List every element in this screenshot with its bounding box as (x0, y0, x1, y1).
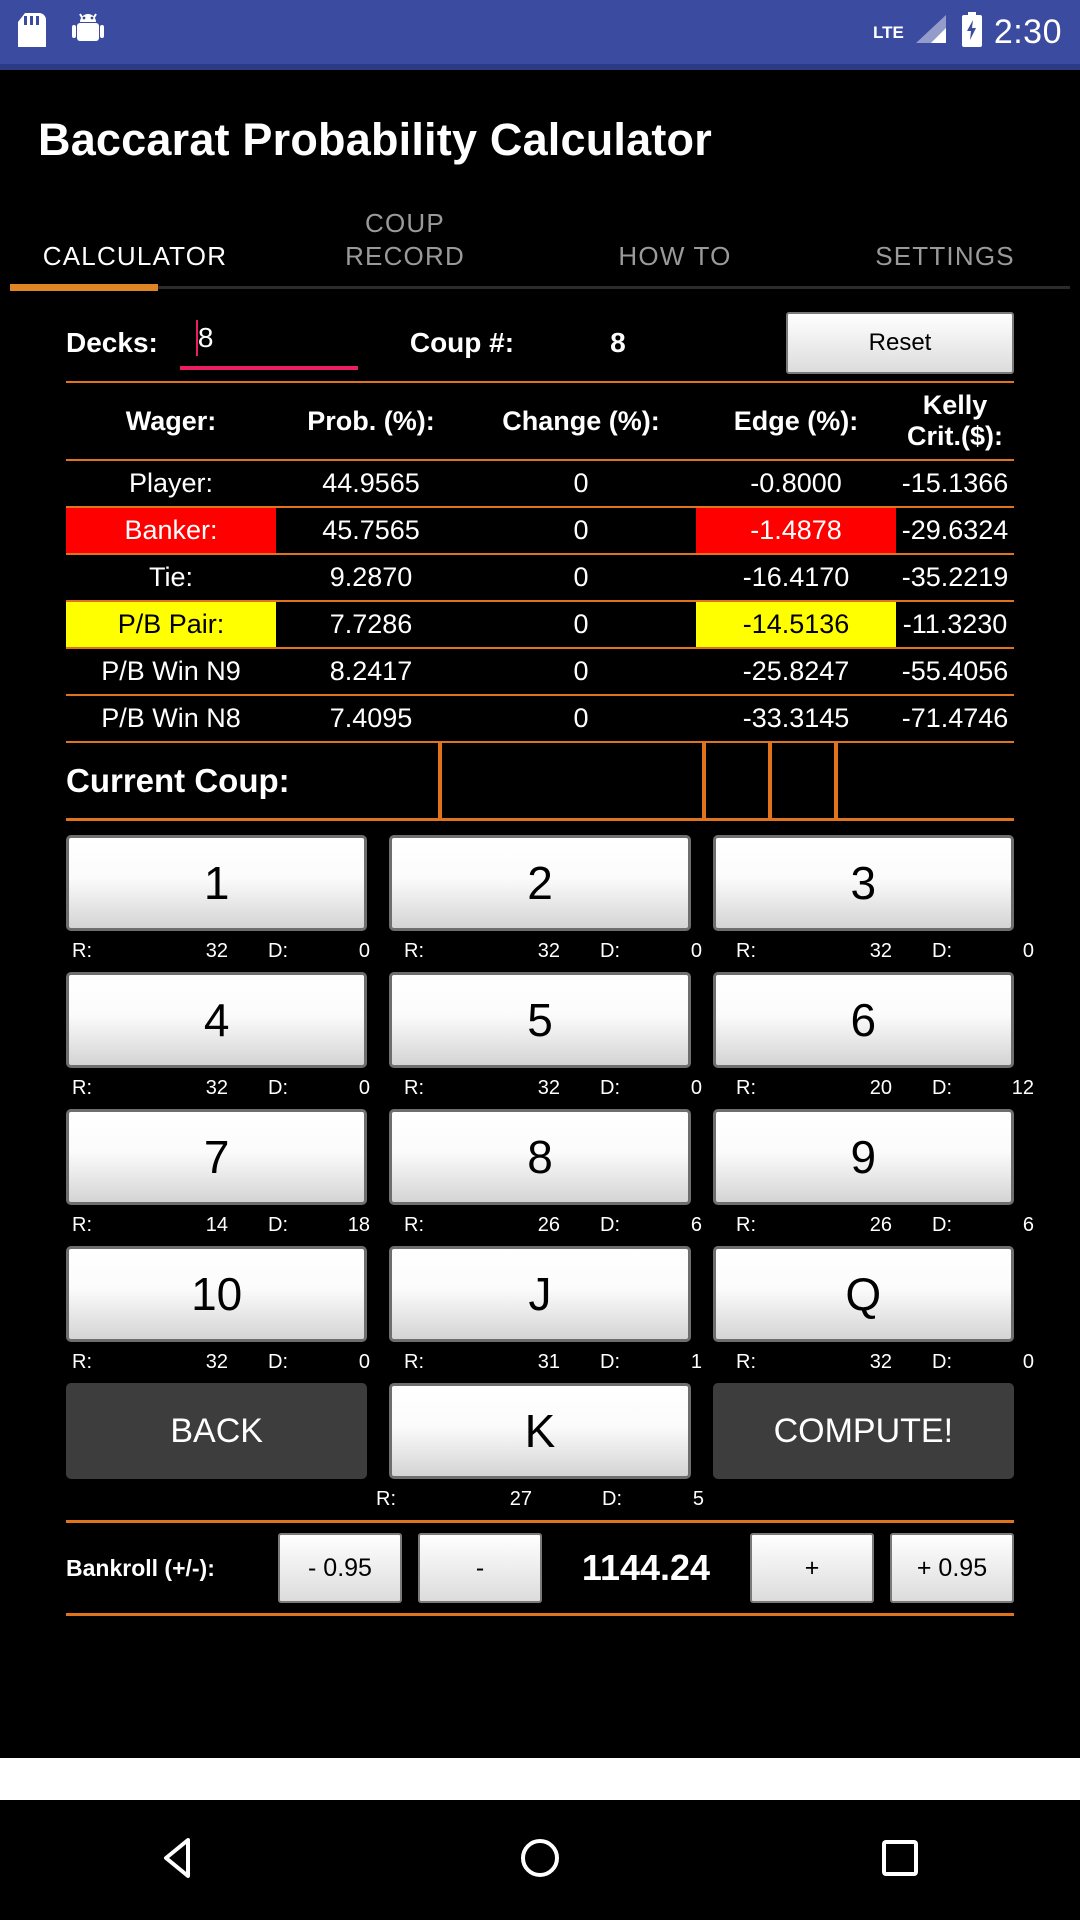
coup-number-value: 8 (610, 327, 626, 358)
key-4[interactable]: 4 (66, 972, 367, 1068)
table-row[interactable] (66, 460, 1014, 507)
table-row[interactable] (66, 601, 1014, 648)
dealt-label: D: (600, 940, 620, 962)
current-coup-strip (66, 743, 1014, 821)
dealt-label: D: (268, 1351, 288, 1373)
keypad-counts-row (66, 1351, 1034, 1374)
coup-slot-divider (768, 743, 772, 818)
remaining-value: 32 (205, 940, 228, 962)
row-prob: 45.7565 (276, 507, 466, 554)
remaining-label: R: (736, 1351, 756, 1373)
bankroll-row (66, 1520, 1014, 1616)
row-wager: P/B Win N9 (66, 648, 276, 695)
text-caret (196, 320, 198, 356)
remaining-value: 32 (205, 1077, 228, 1099)
battery-charging-icon (960, 12, 984, 53)
count-4 (66, 1077, 376, 1100)
header-prob: Prob. (%): (276, 382, 466, 460)
coup-number-label: Coup #: (409, 327, 515, 358)
decks-row (66, 305, 1014, 381)
dealt-value: 0 (358, 1077, 370, 1099)
key-6[interactable]: 6 (713, 972, 1014, 1068)
remaining-value: 26 (869, 1214, 892, 1236)
dealt-value: 6 (1022, 1214, 1034, 1236)
table-row[interactable] (66, 695, 1014, 742)
reset-button[interactable]: Reset (786, 312, 1014, 374)
row-prob: 44.9565 (276, 460, 466, 507)
keypad-row (66, 835, 1014, 931)
count-7 (66, 1214, 376, 1237)
back-button[interactable]: BACK (66, 1383, 367, 1479)
row-edge: -14.5136 (696, 601, 896, 648)
dealt-label: D: (932, 1077, 952, 1099)
count-king (370, 1488, 710, 1511)
count-1 (66, 940, 376, 963)
bankroll-plus-095-button[interactable]: + 0.95 (890, 1533, 1014, 1603)
remaining-value: 27 (509, 1488, 532, 1510)
dealt-value: 0 (690, 940, 702, 962)
row-wager: Tie: (66, 554, 276, 601)
key-3[interactable]: 3 (713, 835, 1014, 931)
row-kelly: -15.1366 (896, 460, 1014, 507)
count-8 (398, 1214, 708, 1237)
remaining-label: R: (404, 940, 424, 962)
bottom-gap (0, 1758, 1080, 1800)
tab-coup-record-line2: RECORD (345, 240, 465, 271)
keypad-counts-row (66, 940, 1034, 963)
back-triangle-icon[interactable] (154, 1832, 206, 1889)
home-circle-icon[interactable] (514, 1832, 566, 1889)
key-10[interactable]: 10 (66, 1246, 367, 1342)
dealt-value: 5 (692, 1488, 704, 1510)
network-type-label: LTE (872, 22, 904, 42)
key-king[interactable]: K (389, 1383, 690, 1479)
keypad-row (66, 1109, 1014, 1205)
remaining-value: 32 (205, 1351, 228, 1373)
table-row[interactable] (66, 554, 1014, 601)
dealt-label: D: (600, 1077, 620, 1099)
current-coup-label: Current Coup: (66, 761, 290, 799)
dealt-value: 0 (1022, 940, 1034, 962)
tab-how-to[interactable]: HOW TO (618, 240, 732, 271)
decks-input-value: 8 (197, 322, 214, 353)
key-9[interactable]: 9 (713, 1109, 1014, 1205)
status-bar-left-icons (18, 13, 104, 52)
keypad-action-row (66, 1383, 1014, 1479)
dealt-label: D: (602, 1488, 622, 1510)
remaining-label: R: (736, 1214, 756, 1236)
remaining-label: R: (404, 1351, 424, 1373)
tab-coup-record-line1: COUP (365, 208, 445, 238)
dealt-value: 1 (690, 1351, 702, 1373)
row-change: 0 (466, 554, 696, 601)
remaining-value: 20 (869, 1077, 892, 1099)
remaining-value: 32 (537, 940, 560, 962)
bankroll-value: 1144.24 (581, 1547, 711, 1588)
keypad-row (66, 972, 1014, 1068)
dealt-value: 0 (358, 940, 370, 962)
row-change: 0 (466, 648, 696, 695)
key-5[interactable]: 5 (389, 972, 690, 1068)
remaining-value: 32 (537, 1077, 560, 1099)
dealt-label: D: (600, 1214, 620, 1236)
count-3 (730, 940, 1040, 963)
count-6 (730, 1077, 1040, 1100)
row-kelly: -35.2219 (896, 554, 1014, 601)
keypad-counts-row (66, 1077, 1034, 1100)
key-queen[interactable]: Q (713, 1246, 1014, 1342)
row-prob: 9.2870 (276, 554, 466, 601)
row-edge: -33.3145 (696, 695, 896, 742)
key-1[interactable]: 1 (66, 835, 367, 931)
stats-table-header-row (66, 382, 1014, 460)
dealt-label: D: (268, 1077, 288, 1099)
key-8[interactable]: 8 (389, 1109, 690, 1205)
table-row[interactable] (66, 507, 1014, 554)
status-bar (0, 0, 1080, 64)
row-change: 0 (466, 695, 696, 742)
remaining-value: 14 (205, 1214, 228, 1236)
tab-underline (10, 286, 1070, 289)
row-kelly: -55.4056 (896, 648, 1014, 695)
row-change: 0 (466, 601, 696, 648)
keypad-row (66, 1246, 1014, 1342)
header-kelly: Kelly Crit.($): (896, 382, 1014, 460)
key-7[interactable]: 7 (66, 1109, 367, 1205)
key-2[interactable]: 2 (389, 835, 690, 931)
sd-card-icon (18, 13, 46, 52)
dealt-label: D: (932, 940, 952, 962)
row-edge: -16.4170 (696, 554, 896, 601)
tab-calculator[interactable]: CALCULATOR (42, 240, 228, 271)
remaining-value: 32 (869, 1351, 892, 1373)
row-edge: -0.8000 (696, 460, 896, 507)
dealt-value: 0 (358, 1351, 370, 1373)
table-row[interactable] (66, 648, 1014, 695)
signal-bar-icon (914, 13, 950, 52)
dealt-label: D: (932, 1351, 952, 1373)
row-change: 0 (466, 460, 696, 507)
keypad-counts-row (66, 1488, 1014, 1511)
page-title: Baccarat Probability Calculator (38, 114, 712, 165)
row-kelly: -29.6324 (896, 507, 1014, 554)
remaining-label: R: (736, 940, 756, 962)
row-kelly: -11.3230 (896, 601, 1014, 648)
decks-label: Decks: (66, 327, 158, 358)
count-10 (66, 1351, 376, 1374)
stats-table (66, 381, 1014, 743)
tab-coup-record[interactable] (270, 207, 540, 286)
remaining-label: R: (736, 1077, 756, 1099)
bankroll-minus-button[interactable]: - (418, 1533, 542, 1603)
count-5 (398, 1077, 708, 1100)
coup-slot-divider (834, 743, 838, 818)
count-2 (398, 940, 708, 963)
dealt-value: 12 (1011, 1077, 1034, 1099)
remaining-label: R: (72, 1214, 92, 1236)
tab-settings[interactable]: SETTINGS (875, 240, 1015, 271)
dealt-label: D: (268, 1214, 288, 1236)
remaining-label: R: (72, 1351, 92, 1373)
remaining-label: R: (72, 940, 92, 962)
tab-bar (0, 202, 1080, 286)
dealt-value: 6 (690, 1214, 702, 1236)
row-wager: Player: (66, 460, 276, 507)
status-bar-right-icons (873, 12, 1062, 53)
row-edge: -1.4878 (696, 507, 896, 554)
status-bar-clock: 2:30 (993, 12, 1062, 51)
row-edge: -25.8247 (696, 648, 896, 695)
row-kelly: -71.4746 (896, 695, 1014, 742)
count-jack (398, 1351, 708, 1374)
android-robot-icon (72, 13, 104, 52)
remaining-value: 31 (537, 1351, 560, 1373)
remaining-label: R: (404, 1077, 424, 1099)
row-wager: P/B Pair: (66, 601, 276, 648)
key-jack[interactable]: J (389, 1246, 690, 1342)
remaining-value: 26 (537, 1214, 560, 1236)
coup-slot-divider (438, 743, 442, 818)
bankroll-minus-095-button[interactable]: - 0.95 (278, 1533, 402, 1603)
remaining-value: 32 (869, 940, 892, 962)
decks-input-underline (180, 366, 358, 370)
keypad-counts-row (66, 1214, 1034, 1237)
dealt-label: D: (932, 1214, 952, 1236)
dealt-label: D: (600, 1351, 620, 1373)
current-coup-slots (438, 743, 818, 818)
count-queen (730, 1351, 1040, 1374)
remaining-label: R: (376, 1488, 396, 1510)
system-nav-bar (0, 1800, 1080, 1920)
header-edge: Edge (%): (696, 382, 896, 460)
row-wager: Banker: (66, 507, 276, 554)
dealt-value: 0 (1022, 1351, 1034, 1373)
dealt-value: 18 (347, 1214, 370, 1236)
card-keypad (66, 835, 1034, 1511)
calculator-panel (0, 305, 1080, 1616)
header-change: Change (%): (466, 382, 696, 460)
row-prob: 8.2417 (276, 648, 466, 695)
dealt-value: 0 (690, 1077, 702, 1099)
recents-square-icon[interactable] (874, 1832, 926, 1889)
decks-input[interactable] (180, 316, 358, 370)
header-wager: Wager: (66, 382, 276, 460)
row-change: 0 (466, 507, 696, 554)
remaining-label: R: (404, 1214, 424, 1236)
tab-selected-indicator (10, 284, 158, 291)
coup-slot-divider (702, 743, 706, 818)
count-9 (730, 1214, 1040, 1237)
remaining-label: R: (72, 1077, 92, 1099)
row-wager: P/B Win N8 (66, 695, 276, 742)
row-prob: 7.4095 (276, 695, 466, 742)
compute-button[interactable]: COMPUTE! (713, 1383, 1014, 1479)
row-prob: 7.7286 (276, 601, 466, 648)
bankroll-plus-button[interactable]: + (750, 1533, 874, 1603)
dealt-label: D: (268, 940, 288, 962)
bankroll-label: Bankroll (+/-): (66, 1554, 215, 1581)
